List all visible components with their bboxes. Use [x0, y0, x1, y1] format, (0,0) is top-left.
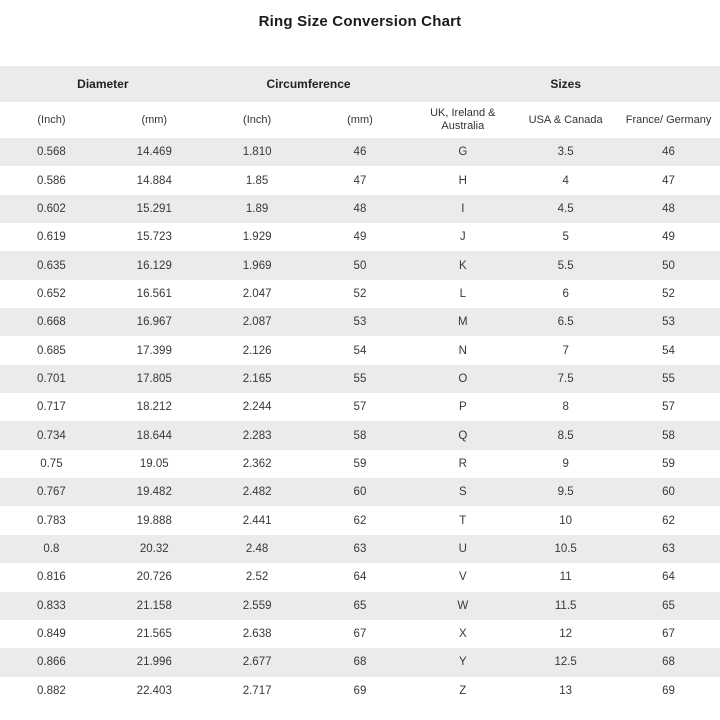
table-cell: 62	[353, 514, 367, 527]
column-header-diameter-inch: (Inch)	[0, 102, 103, 138]
table-row	[0, 506, 720, 534]
column-header-circumference-mm: (mm)	[309, 102, 412, 138]
table-cell: U	[458, 542, 467, 555]
table-cell: 47	[662, 174, 675, 187]
table-cell: 50	[662, 259, 675, 272]
table-cell: 2.283	[242, 429, 272, 442]
table-row	[0, 166, 720, 194]
table-cell: 53	[353, 316, 367, 329]
table-cell: W	[457, 599, 469, 612]
table-cell: 6.5	[557, 316, 574, 329]
table-cell: 50	[353, 259, 367, 272]
table-cell: 64	[662, 571, 675, 584]
table-cell: 9.5	[557, 486, 574, 499]
table-cell: K	[458, 259, 467, 272]
table-cell: 69	[353, 684, 367, 697]
table-cell: 52	[662, 287, 675, 300]
table-row	[0, 195, 720, 223]
table-cell: 16.967	[136, 316, 172, 329]
table-cell: 13	[559, 684, 573, 697]
group-header-circumference: Circumference	[206, 66, 412, 102]
table-cell: 58	[353, 429, 367, 442]
table-cell: 0.734	[37, 429, 66, 442]
table-cell: 49	[353, 231, 367, 244]
table-cell: 2.52	[245, 571, 269, 584]
table-cell: 16.561	[136, 287, 172, 300]
column-header-usa-canada: USA & Canada	[514, 102, 617, 138]
table-cell: 2.559	[242, 599, 272, 612]
group-header-diameter: Diameter	[0, 66, 206, 102]
table-cell: S	[458, 486, 467, 499]
table-cell: 14.469	[136, 146, 172, 159]
table-cell: N	[458, 344, 467, 357]
table-cell: 4	[562, 174, 569, 187]
table-cell: 0.882	[37, 684, 66, 697]
table-cell: G	[458, 146, 468, 159]
table-cell: 5.5	[557, 259, 574, 272]
table-cell: 1.89	[245, 202, 269, 215]
table-cell: 52	[353, 287, 367, 300]
table-cell: 8.5	[557, 429, 574, 442]
column-header-uk-ireland-australia: UK, Ireland & Australia	[411, 102, 514, 138]
table-row	[0, 421, 720, 449]
table-cell: 10.5	[554, 542, 577, 555]
table-row	[0, 592, 720, 620]
table-cell: 55	[353, 372, 367, 385]
table-cell: 8	[562, 401, 569, 414]
table-cell: 2.047	[242, 287, 272, 300]
table-cell: 0.602	[37, 202, 66, 215]
table-row	[0, 648, 720, 676]
table-cell: 19.05	[139, 457, 169, 470]
table-cell: 46	[353, 146, 367, 159]
table-row	[0, 563, 720, 591]
table-row	[0, 450, 720, 478]
table-cell: 0.635	[37, 259, 66, 272]
table-cell: Y	[458, 656, 467, 669]
table-cell: 57	[662, 401, 675, 414]
table-cell: 15.723	[136, 231, 172, 244]
table-cell: 19.888	[136, 514, 172, 527]
table-cell: 21.565	[136, 628, 172, 641]
table-row	[0, 677, 720, 705]
table-cell: 48	[662, 202, 675, 215]
table-cell: 48	[353, 202, 367, 215]
table-cell: 68	[353, 656, 367, 669]
table-cell: 4.5	[557, 202, 574, 215]
table-cell: 0.685	[37, 344, 66, 357]
group-header-row	[0, 66, 720, 102]
table-cell: 0.783	[37, 514, 66, 527]
table-cell: 62	[662, 514, 675, 527]
column-header-row	[0, 102, 720, 138]
table-cell: H	[458, 174, 467, 187]
table-cell: 5	[562, 231, 569, 244]
table-cell: P	[458, 401, 467, 414]
table-cell: 54	[662, 344, 675, 357]
table-row	[0, 336, 720, 364]
table-cell: 20.726	[136, 571, 172, 584]
table-cell: 3.5	[557, 146, 574, 159]
table-cell: 68	[662, 656, 675, 669]
table-cell: 2.48	[245, 542, 269, 555]
table-cell: 60	[353, 486, 367, 499]
table-cell: M	[458, 316, 468, 329]
table-cell: 0.833	[37, 599, 66, 612]
table-cell: 7.5	[557, 372, 574, 385]
table-header	[0, 66, 720, 138]
table-cell: 2.482	[242, 486, 272, 499]
table-cell: 0.652	[37, 287, 66, 300]
table-cell: 2.677	[242, 656, 272, 669]
table-cell: 0.619	[37, 231, 66, 244]
table-cell: 63	[353, 542, 367, 555]
table-cell: 1.929	[242, 231, 272, 244]
table-row	[0, 393, 720, 421]
table-cell: V	[458, 571, 467, 584]
table-cell: X	[458, 628, 467, 641]
table-cell: 18.644	[136, 429, 172, 442]
table-row	[0, 478, 720, 506]
ring-size-conversion-table	[0, 66, 720, 705]
table-cell: 0.586	[37, 174, 66, 187]
table-cell: 47	[353, 174, 367, 187]
table-cell: 6	[562, 287, 569, 300]
table-cell: 21.996	[136, 656, 172, 669]
table-cell: R	[458, 457, 467, 470]
table-cell: 14.884	[136, 174, 172, 187]
table-row	[0, 620, 720, 648]
table-cell: 21.158	[136, 599, 172, 612]
table-cell: 12	[559, 628, 573, 641]
table-cell: 2.244	[242, 401, 272, 414]
table-cell: 2.362	[242, 457, 272, 470]
table-cell: 0.767	[37, 486, 66, 499]
table-cell: 1.85	[245, 174, 269, 187]
table-row	[0, 251, 720, 279]
table-cell: 2.126	[242, 344, 272, 357]
group-header-sizes: Sizes	[411, 66, 720, 102]
table-cell: 60	[662, 486, 675, 499]
table-row	[0, 280, 720, 308]
table-cell: 16.129	[136, 259, 172, 272]
table-cell: O	[458, 372, 468, 385]
table-cell: 0.668	[37, 316, 66, 329]
table-cell: 0.816	[37, 571, 66, 584]
column-header-diameter-mm: (mm)	[103, 102, 206, 138]
table-cell: 54	[353, 344, 367, 357]
table-cell: 59	[353, 457, 367, 470]
table-cell: 11	[559, 571, 572, 584]
table-row	[0, 308, 720, 336]
table-row	[0, 223, 720, 251]
table-cell: 18.212	[136, 401, 172, 414]
table-cell: 49	[662, 231, 675, 244]
table-cell: 65	[662, 599, 675, 612]
table-cell: 64	[353, 571, 367, 584]
table-cell: 1.969	[242, 259, 272, 272]
table-cell: 0.849	[37, 628, 66, 641]
table-cell: 0.8	[43, 542, 60, 555]
table-cell: 17.805	[136, 372, 172, 385]
table-cell: Z	[459, 684, 467, 697]
column-header-circumference-inch: (Inch)	[206, 102, 309, 138]
table-cell: L	[459, 287, 466, 300]
table-body	[0, 138, 720, 705]
table-cell: 58	[662, 429, 675, 442]
table-cell: 67	[353, 628, 367, 641]
table-cell: 19.482	[136, 486, 172, 499]
table-cell: Q	[458, 429, 468, 442]
table-cell: 12.5	[554, 656, 577, 669]
table-cell: 65	[353, 599, 367, 612]
table-cell: 2.638	[242, 628, 272, 641]
table-cell: 2.087	[242, 316, 272, 329]
table-cell: 0.717	[37, 401, 66, 414]
table-cell: 63	[662, 542, 675, 555]
table-row	[0, 365, 720, 393]
table-cell: 55	[662, 372, 675, 385]
table-row	[0, 138, 720, 166]
table-cell: 53	[662, 316, 675, 329]
page-title: Ring Size Conversion Chart	[258, 13, 462, 30]
table-cell: 2.165	[242, 372, 272, 385]
table-cell: 46	[662, 146, 675, 159]
table-cell: J	[459, 231, 466, 244]
table-cell: T	[459, 514, 467, 527]
table-cell: 0.866	[37, 656, 66, 669]
table-cell: 59	[662, 457, 675, 470]
table-cell: 67	[662, 628, 675, 641]
table-cell: 1.810	[242, 146, 272, 159]
table-cell: 11.5	[554, 599, 577, 612]
table-cell: 0.701	[37, 372, 66, 385]
table-cell: 22.403	[136, 684, 172, 697]
table-cell: 15.291	[136, 202, 172, 215]
table-cell: I	[461, 202, 465, 215]
table-cell: 2.717	[242, 684, 272, 697]
table-cell: 20.32	[139, 542, 169, 555]
table-cell: 10	[559, 514, 573, 527]
table-cell: 2.441	[242, 514, 272, 527]
table-cell: 57	[353, 401, 367, 414]
table-cell: 0.568	[37, 146, 66, 159]
table-cell: 7	[562, 344, 569, 357]
column-header-france-germany: France/ Germany	[617, 102, 720, 138]
table-cell: 0.75	[40, 457, 63, 470]
table-row	[0, 535, 720, 563]
table-cell: 9	[562, 457, 569, 470]
table-cell: 17.399	[136, 344, 172, 357]
table-cell: 69	[662, 684, 675, 697]
